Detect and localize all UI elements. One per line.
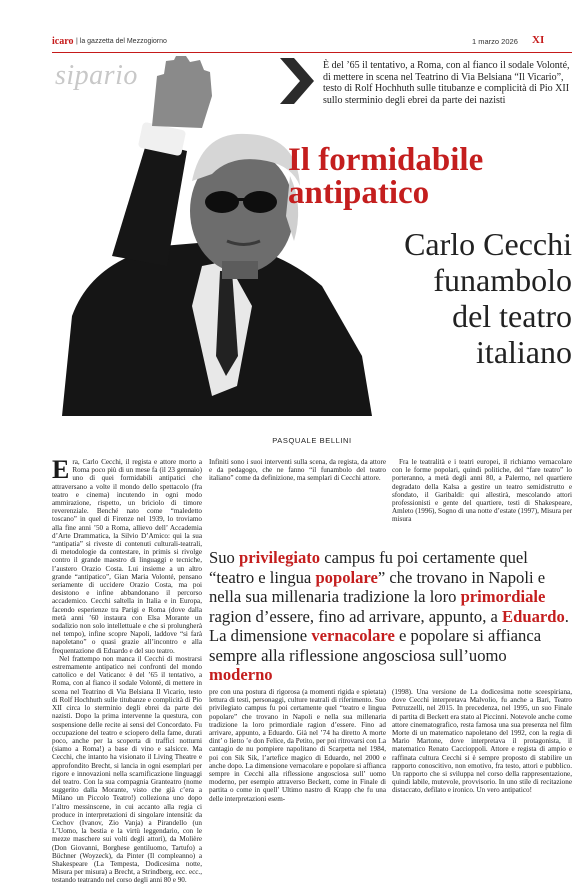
brand-subtitle: | la gazzetta del Mezzogiorno <box>76 38 167 45</box>
header-divider <box>52 52 572 53</box>
paragraph-text: ra, Carlo Cecchi, il regista e attore morto a Roma poco più di un mese fa (il 23 gennaio) uno di quei formidabili antipatici che attraversano a volte il mondo dello spettacolo (fra teatro e cinema) incutendo in ogni modo ammirazione, rispetto, un briciolo di timore reverenziale. Benché nato come “maledetto toscano” in quel di Firenze nel 1939, lo troviamo alla fine anni ’50 a Roma, allievo dell’ Accademia d’Arte Drammatica, la Silvio D’Amico: qui la sua “antipatia” si riveste di contenuti culturali-teatrali, di metodologie da contestare, in primis si rivolge contro il grande maestro di linguaggi e tecniche, l’austero Orazio Costa. Lui insieme a un altro grande “antipatico”, Gian Maria Volonté, pensano seriamente di uccidere Orazio Costa, ma poi desistono e infine abbandonano il percorso accademico. Cecchi saltella in Italia e in Europa, facendo esperienze tra Parigi e Roma (dove dalla metà anni ’60 instaura con Elsa Morante un sodalizio non solo intellettuale e che si prolungherà nel tempo), infine scopre Napoli, laddove “si farà napoletano” o quasi grazie all’incontro e alla frequentazione di Eduardo e del suo teatro. <box>52 458 202 655</box>
deck-line: del teatro <box>452 298 572 334</box>
section-label: sipario <box>55 60 138 91</box>
paragraph: Infiniti sono i suoi interventi sulla scena, da regista, da attore e da pedagogo, che ne fanno “il funambolo del teatro italiano” come da definizione, ma semplari di Cecchi attore. <box>209 458 386 483</box>
article-column-3-bottom <box>392 688 572 830</box>
byline: PASQUALE BELLINI <box>272 436 352 445</box>
drop-cap: E <box>52 455 70 484</box>
brand-logo: icaro <box>52 36 74 47</box>
kicker-text: È del ’65 il tentativo, a Roma, con al fianco il sodale Volonté, di mettere in scena nel Teatrino di Via Belsiana “Il Vicario”, testo di Rolf Hochhuth sulle titubanze e complicità di Pio XII sullo sterminio degli ebrei da parte dei nazisti <box>323 60 570 106</box>
deck-line: funambolo <box>433 262 572 298</box>
deck <box>235 226 572 370</box>
paragraph: pre con una postura di rigorosa (a momenti rigida e spietata) lettura di testi, personaggi, culture teatrali di riferimento. Suo privilegiato campus fu poi certamente quel “teatro e lingua popolare” che trovano in Napoli e nella sua millenaria tradizione la loro primordiale ragion d’essere. Fino ad arrivare, appunto, a Eduardo. Già nel ’74 ha diretto A morte dint’ o lietto ’e don Felice, da Petito, per poi ritrovarsi con La cantagio de nu pompiere napolitano di Scarpetta nel 1984, poi con Sik Sik, l’artefice magico di Eduardo, nel 2000 e anche dopo. La dimensione vernacolare e popolare si affianca sempre in Cecchi alla riflessione angosciosa sull’ uomo moderno, per esempio attraverso Beckett, come in Finale di partita o come in quell’ Ultimo nastro di Krapp che fu una delle interpretazioni esem- <box>209 688 386 803</box>
article-column-3-top <box>392 458 572 540</box>
page-header <box>52 36 572 50</box>
deck-line: italiano <box>476 334 572 370</box>
page-number: XI <box>532 34 545 46</box>
article-column-2-top <box>209 458 386 540</box>
paragraph: Fra le teatralità e i teatri europei, il richiamo vernacolare con le forme popolari, quindi politiche, del “fare teatro” lo porteranno, a metà degli anni 80, a Palermo, nel quartiere degradato della Kalsa a gestire un teatro semidistrutto e sfondato, il Garibaldi: qui allestirà, mescolando attori professionisti e gente del quartiere, testi di Shakespeare, Amleto (1996), Sogno di una notte d’estate (1997), Misura per misura <box>392 458 572 524</box>
headline <box>288 144 572 210</box>
article-column-2-bottom <box>209 688 386 830</box>
paragraph <box>52 455 202 655</box>
headline-line: Il formidabile <box>288 142 484 178</box>
deck-line: Carlo Cecchi <box>404 226 572 262</box>
paragraph: (1998). Una versione de La dodicesima notte sceespiriana, dove Cecchi interpretava Malvolio, fu anche a Bari, Teatro Petruzzelli, nel 2015. In precedenza, nel 1995, un suo Finale di partita di Beckett era stato al Piccinni. Notevole anche come attore cinematografico, resta famosa una sua presenza nel film Morte di un matematico napoletano del 1992, con la regia di Mario Martone, dove interpretava il protagonista, il matematico Renato Caccioppoli. Attore e regista di ampio e raffinata cultura Cecchi si è sempre proposto di stabilire un rapporto conoscitivo, non emotivo, fra testo, attori e pubblico. Un rapporto che si sviluppa nel corso della rappresentazione, quindi labile, mutevole, provvisorio. In uno stile di recitazione distaccato, defilato e ironico. Un vero antipatico! <box>392 688 572 795</box>
issue-date: 1 marzo 2026 <box>472 37 518 46</box>
paragraph: Nel frattempo non manca il Cecchi di mostrarsi estremamente antipatico nei confronti del mondo cattolico e del Vaticano: è del ’65 il tentativo, a Roma, con al fianco il sodale Volonté, di mettere in scena nel Teatrino di Via Belsiana Il Vicario, testo di Rolf Hochhuth sulle titubanze e complicità di Pio XII circa lo sterminio degli ebrei da parte dei nazisti. Dopo la prima intervenne la questura, con sospensione delle recite ai sensi del Concordato. Fu occupazione del teatro e sciopero della fame, durati poco, anche per la scoperta di traffici notturni (siamo a Roma!) a base di vino e salsicce. Ma Cecchi, che intanto ha visionato il Living Theatre e approfondito Brecht, si lancia in ogni esemplari per rigore e innovazioni nella scarnificazione linguaggi del teatro. Con la sua compagnia Granteatro (nome suggerito dalla Morante, visto che già c’era a Milano un Piccolo Teatro!) colleziona uno dopo l’altro messinscene, in cui accanto alla regia ci produce in interpretazioni di singolare intensità: da Cechov (Ivanov, Zio Vanja) a Pirandello (un L’Uomo, la bestia e la virtù leggendario, con le mezze maschere sui volti degli attori), da Molière (Don Giovanni, Borghese gentiluomo, Tartufo) a Büchner (Woyzeck), da Pinter (Il compleanno) a Shakespeare (La Tempesta, Dodicesima notte, Misura per misura) a Brecht, a Strindberg, ecc. ecc., testando teatrando nel corso degli anni 80 e 90. <box>52 654 202 885</box>
article-column-1 <box>52 455 202 885</box>
headline-line: antipatico <box>288 175 430 211</box>
pull-quote: Suo privilegiato campus fu poi certamente quel “teatro e lingua popolare” che trovano in Napoli e nella sua millenaria tradizione la loro primordiale ragion d’essere, fino ad arrivare, appunto, a Eduardo. La dimensione vernacolare e popolare si affianca sempre alla riflessione angosciosa sull’uomo moderno <box>209 548 569 684</box>
chevron-right-icon <box>280 58 314 104</box>
